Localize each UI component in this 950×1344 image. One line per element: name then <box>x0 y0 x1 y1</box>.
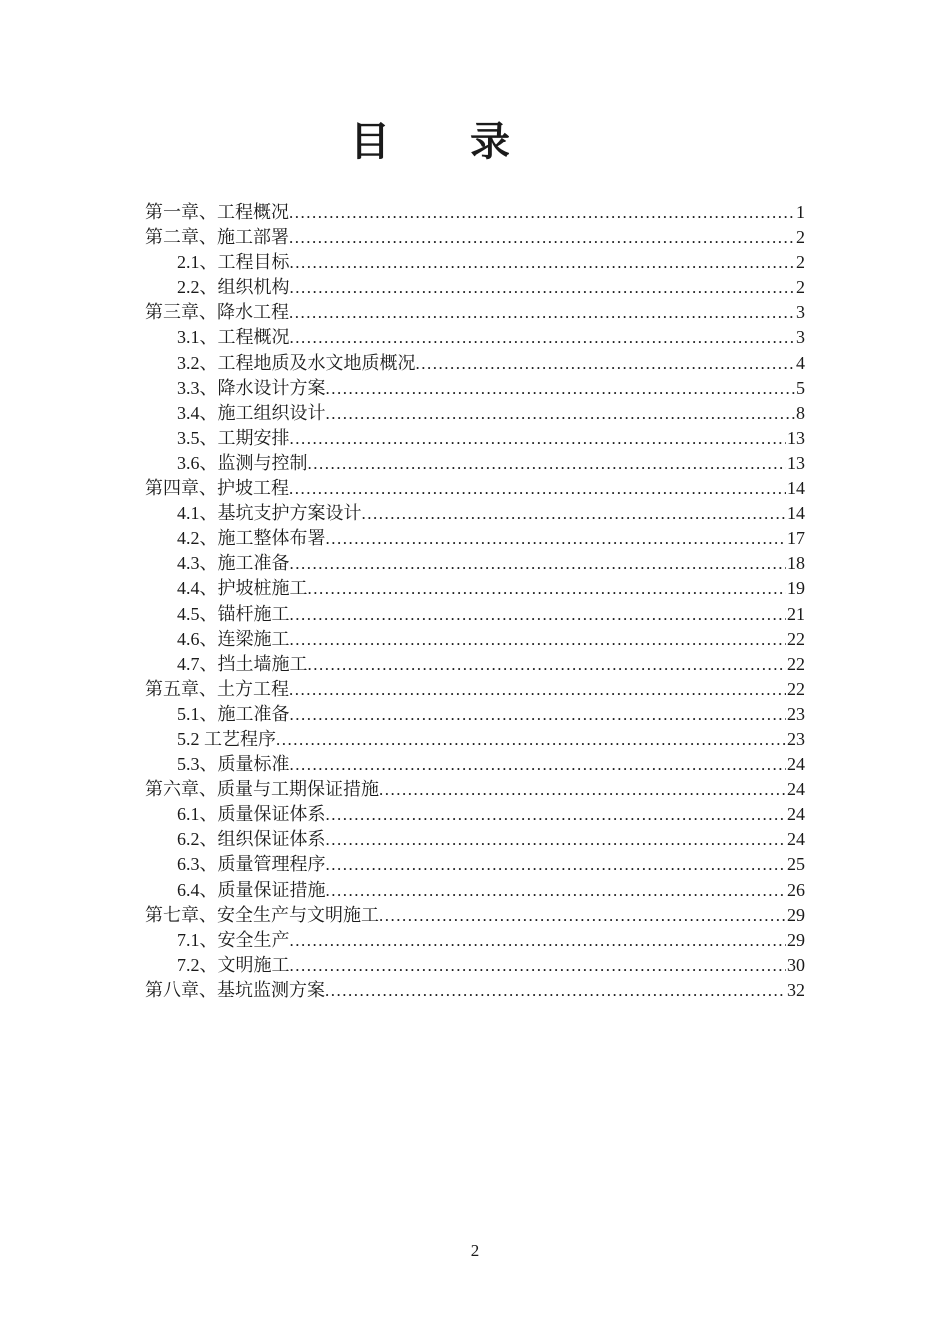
toc-leader-dots <box>290 752 787 777</box>
toc-leader-dots <box>308 451 787 476</box>
toc-entry-label: 5.2 工艺程序 <box>177 728 276 749</box>
toc-entry-page: 29 <box>787 929 805 950</box>
page-footer <box>0 1240 950 1262</box>
toc-entry-label: 3.1、工程概况 <box>177 327 290 348</box>
toc-entry[interactable] <box>145 727 805 752</box>
toc-entry-page: 23 <box>787 703 805 724</box>
toc-entry[interactable] <box>145 250 805 275</box>
toc-entry-page: 32 <box>787 979 805 1000</box>
toc-entry-page: 5 <box>796 377 805 398</box>
toc-entry-label: 6.1、质量保证体系 <box>177 804 326 825</box>
toc-entry[interactable] <box>145 777 805 802</box>
toc-entry-label: 2.1、工程目标 <box>177 252 290 273</box>
toc-entry-label: 4.2、施工整体布署 <box>177 528 326 549</box>
toc-entry[interactable] <box>145 978 805 1003</box>
toc-entry-page: 29 <box>787 904 805 925</box>
toc-entry-page: 17 <box>787 528 805 549</box>
toc-leader-dots <box>290 250 796 275</box>
toc-entry[interactable] <box>145 878 805 903</box>
page-title: 目 录 <box>350 119 510 164</box>
toc-entry-label: 第一章、工程概况 <box>145 202 289 222</box>
toc-entry[interactable] <box>145 526 805 551</box>
toc-entry-page: 19 <box>787 578 805 599</box>
toc-entry-label: 3.6、监测与控制 <box>177 452 308 473</box>
toc-entry-page: 26 <box>787 879 805 900</box>
toc-entry-label: 4.3、施工准备 <box>177 553 290 574</box>
toc-leader-dots <box>308 576 787 601</box>
toc-entry[interactable] <box>145 300 805 325</box>
toc-entry[interactable] <box>145 953 805 978</box>
toc-entry[interactable] <box>145 602 805 627</box>
toc-entry-label: 第六章、质量与工期保证措施 <box>145 779 379 800</box>
toc-leader-dots <box>362 501 787 526</box>
toc-leader-dots <box>289 225 795 250</box>
toc-leader-dots <box>289 476 786 501</box>
toc-entry-page: 1 <box>796 202 805 222</box>
toc-entry-label: 4.1、基坑支护方案设计 <box>177 503 362 524</box>
toc-entry-page: 22 <box>787 653 805 674</box>
toc-entry[interactable] <box>145 451 805 476</box>
toc-entry-page: 13 <box>787 452 805 473</box>
toc-entry[interactable] <box>145 627 805 652</box>
toc-entry-label: 6.3、质量管理程序 <box>177 854 326 875</box>
toc-entry-page: 18 <box>787 553 805 574</box>
toc-leader-dots <box>289 677 786 702</box>
toc-leader-dots <box>326 827 787 852</box>
toc-entry-label: 7.1、安全生产 <box>177 929 290 950</box>
toc-entry-label: 第八章、基坑监测方案 <box>145 979 325 1000</box>
toc-entry-label: 3.5、工期安排 <box>177 427 290 448</box>
toc-entry[interactable] <box>145 677 805 702</box>
toc-entry[interactable] <box>145 275 805 300</box>
toc-leader-dots <box>326 852 787 877</box>
toc-leader-dots <box>326 401 796 426</box>
toc-entry[interactable] <box>145 200 805 225</box>
toc-entry-page: 23 <box>787 728 805 749</box>
toc-entry-page: 24 <box>787 779 805 800</box>
toc-entry-page: 3 <box>796 327 805 348</box>
toc-entry-page: 22 <box>787 628 805 649</box>
toc-entry-page: 4 <box>796 352 805 373</box>
toc-entry-label: 4.7、挡土墙施工 <box>177 653 308 674</box>
toc-entry-page: 24 <box>787 829 805 850</box>
toc-leader-dots <box>308 652 787 677</box>
toc-entry[interactable] <box>145 802 805 827</box>
toc-entry-label: 第四章、护坡工程 <box>145 478 289 499</box>
toc-entry-label: 7.2、文明施工 <box>177 954 290 975</box>
toc-entry[interactable] <box>145 903 805 928</box>
toc-entry-label: 6.4、质量保证措施 <box>177 879 326 900</box>
toc-entry-page: 2 <box>796 252 805 273</box>
toc-leader-dots <box>326 526 787 551</box>
toc-entry-label: 3.2、工程地质及水文地质概况 <box>177 352 416 373</box>
footer-page-number: 2 <box>470 1241 480 1260</box>
toc-entry-label: 6.2、组织保证体系 <box>177 829 326 850</box>
toc-entry[interactable] <box>145 752 805 777</box>
toc-entry-label: 3.4、施工组织设计 <box>177 402 326 423</box>
toc-entry-label: 4.5、锚杆施工 <box>177 603 290 624</box>
toc-leader-dots <box>290 702 787 727</box>
toc-leader-dots <box>326 878 787 903</box>
toc-entry-page: 21 <box>787 603 805 624</box>
toc-entry[interactable] <box>145 225 805 250</box>
toc-entry-label: 5.1、施工准备 <box>177 703 290 724</box>
toc-entry[interactable] <box>145 852 805 877</box>
toc-list <box>145 200 805 1003</box>
toc-entry[interactable] <box>145 426 805 451</box>
toc-leader-dots <box>290 325 796 350</box>
toc-entry[interactable] <box>145 376 805 401</box>
toc-leader-dots <box>290 953 787 978</box>
toc-entry-label: 5.3、质量标准 <box>177 754 290 775</box>
toc-entry-label: 2.2、组织机构 <box>177 277 290 298</box>
toc-entry-page: 30 <box>787 954 805 975</box>
toc-entry-page: 13 <box>787 427 805 448</box>
toc-entry[interactable] <box>145 928 805 953</box>
toc-leader-dots <box>290 627 787 652</box>
toc-leader-dots <box>290 275 796 300</box>
toc-entry-page: 2 <box>796 227 805 248</box>
toc-entry[interactable] <box>145 702 805 727</box>
toc-entry-label: 第二章、施工部署 <box>145 227 289 248</box>
toc-entry-label: 4.6、连梁施工 <box>177 628 290 649</box>
toc-leader-dots <box>289 300 795 325</box>
toc-leader-dots <box>290 426 787 451</box>
toc-entry[interactable] <box>145 652 805 677</box>
toc-entry[interactable] <box>145 325 805 350</box>
toc-leader-dots <box>325 978 786 1003</box>
toc-entry[interactable] <box>145 351 805 376</box>
toc-entry-page: 8 <box>796 402 805 423</box>
toc-entry[interactable] <box>145 501 805 526</box>
toc-leader-dots <box>289 200 795 225</box>
toc-entry-page: 3 <box>796 302 805 323</box>
toc-entry-label: 4.4、护坡桩施工 <box>177 578 308 599</box>
toc-entry-page: 22 <box>787 678 805 699</box>
toc-entry-page: 24 <box>787 754 805 775</box>
toc-entry[interactable] <box>145 401 805 426</box>
toc-leader-dots <box>276 727 786 752</box>
toc-leader-dots <box>379 777 786 802</box>
toc-entry-label: 第七章、安全生产与文明施工 <box>145 904 379 925</box>
toc-leader-dots <box>290 551 787 576</box>
toc-entry-label: 第五章、土方工程 <box>145 678 289 699</box>
toc-entry-page: 14 <box>787 503 805 524</box>
toc-entry[interactable] <box>145 476 805 501</box>
toc-entry[interactable] <box>145 551 805 576</box>
toc-entry[interactable] <box>145 576 805 601</box>
toc-entry-page: 25 <box>787 854 805 875</box>
toc-entry-page: 2 <box>796 277 805 298</box>
toc-leader-dots <box>416 351 796 376</box>
toc-entry-page: 14 <box>787 478 805 499</box>
toc-leader-dots <box>326 376 796 401</box>
toc-leader-dots <box>290 928 787 953</box>
toc-leader-dots <box>290 602 787 627</box>
toc-entry-label: 3.3、降水设计方案 <box>177 377 326 398</box>
toc-entry[interactable] <box>145 827 805 852</box>
toc-leader-dots <box>379 903 786 928</box>
toc-leader-dots <box>326 802 787 827</box>
toc-entry-label: 第三章、降水工程 <box>145 302 289 323</box>
toc-entry-page: 24 <box>787 804 805 825</box>
